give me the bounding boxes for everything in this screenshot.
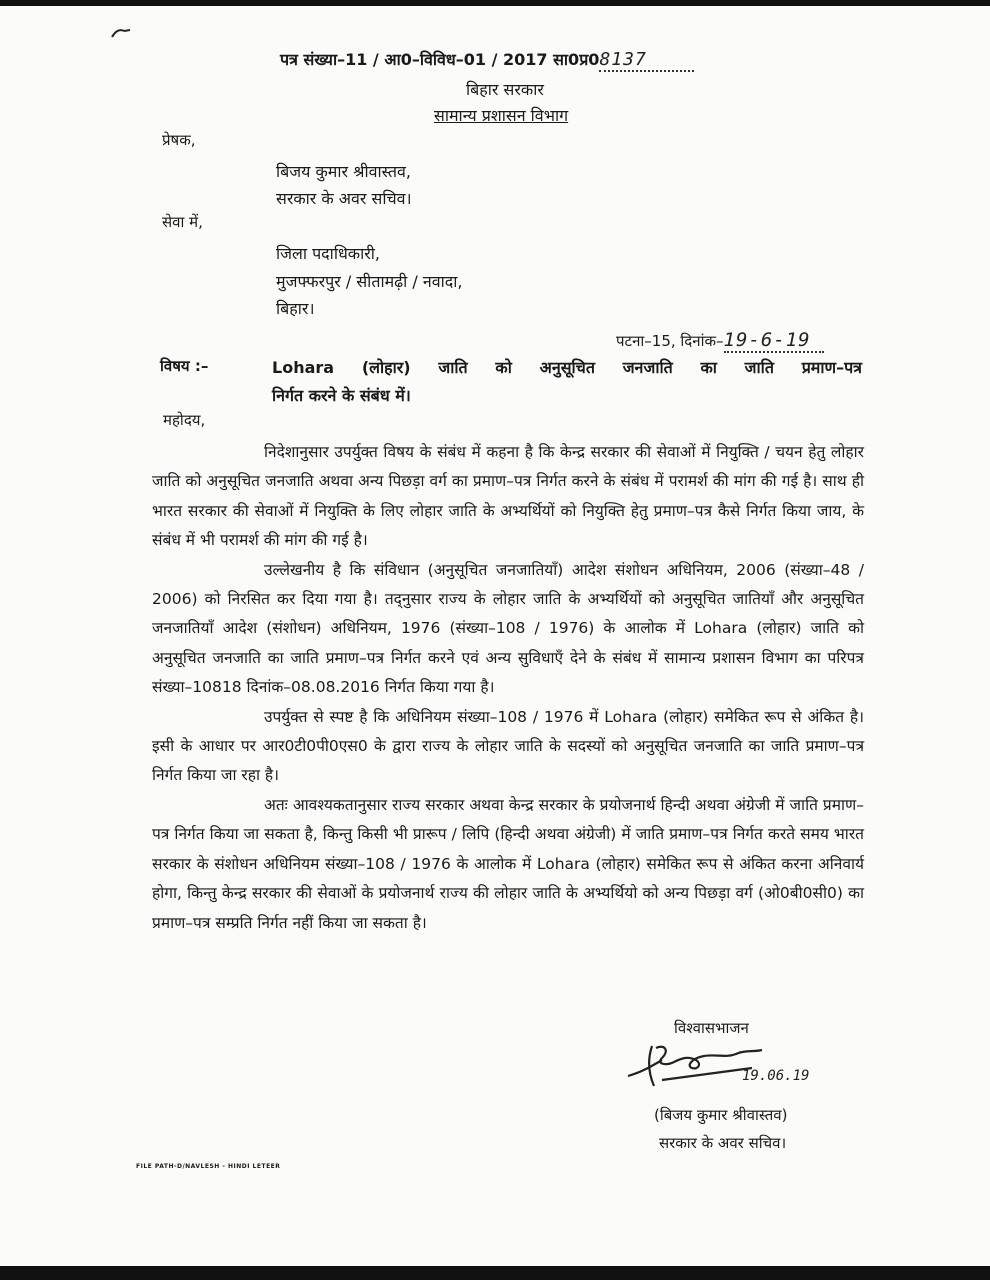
- scan-edge-bottom: [0, 1266, 990, 1280]
- paragraph-4: अतः आवश्यकतानुसार राज्य सरकार अथवा केन्द्र सरकार के प्रयोजनार्थ हिन्दी अथवा अंग्रेजी में जाति प्रमाण–पत्र निर्गत किया जा सकता है, किन्तु किसी भी प्रारूप / लिपि (हिन्दी अथवा अंग्रेजी) में जाति प्रमाण–पत्र निर्गत करते समय भारत सरकार के संशोधन अधिनियम संख्या–108 / 1976 के आलोक में Lohara (लोहार) समेकित रूप से अंकित करना अनिवार्य होगा, किन्तु केन्द्र सरकार की सेवाओं के प्रयोजनार्थ राज्य की लोहार जाति के अभ्यर्थियो को अन्य पिछड़ा वर्ग (ओ0बी0सी0) का प्रमाण–पत्र सम्प्रति निर्गत नहीं किया जा सकता है।: [152, 795, 864, 932]
- sender-label: प्रेषक,: [162, 131, 196, 149]
- letter-date: पटना–15, दिनांक–19-6-19: [616, 329, 824, 353]
- recipient-designation: जिला पदाधिकारी,: [276, 244, 381, 263]
- department-name: सामान्य प्रशासन विभाग: [434, 106, 569, 125]
- letter-body: [152, 438, 864, 938]
- letter-date-handwritten: 19-6-19: [724, 329, 824, 353]
- sender-name: बिजय कुमार श्रीवास्तव,: [276, 162, 411, 181]
- salutation: महोदय,: [163, 411, 206, 429]
- government-name: बिहार सरकार: [466, 80, 544, 99]
- closing: विश्वासभाजन: [674, 1019, 749, 1037]
- reference-number-handwritten: 8137: [599, 49, 694, 72]
- signatory-designation: सरकार के अवर सचिव।: [659, 1134, 787, 1152]
- subject-line-1: Lohara (लोहार) जाति को अनुसूचित जनजाति का जाति प्रमाण–पत्र: [272, 358, 862, 377]
- letter-page: [0, 6, 990, 1266]
- paragraph-1: निदेशानुसार उपर्युक्त विषय के संबंध में कहना है कि केन्द्र सरकार की सेवाओं में नियुक्ति / चयन हेतु लोहार जाति को अनुसूचित जनजाति अथवा अन्य पिछड़ा वर्ग का प्रमाण–पत्र निर्गत करने के संबंध में परामर्श की मांग की गई है। साथ ही भारत सरकार की सेवाओं में नियुक्ति के लिए लोहार जाति के अभ्यर्थियों को नियुक्ति हेतु प्रमाण–पत्र कैसे निर्गत किया जाय, के संबंध में भी परामर्श की मांग की गई है।: [152, 443, 864, 550]
- recipient-label: सेवा में,: [162, 213, 203, 231]
- reference-number: पत्र संख्या–11 / आ0–विविध–01 / 2017 सा0प्र08137: [280, 48, 694, 72]
- signatory-name: (बिजय कुमार श्रीवास्तव): [654, 1106, 788, 1124]
- pen-mark-icon: [110, 26, 132, 40]
- recipient-districts: मुजफ्फरपुर / सीतामढ़ी / नवादा,: [276, 272, 463, 291]
- subject-line-2: निर्गत करने के संबंध में।: [272, 386, 411, 405]
- recipient-state: बिहार।: [276, 299, 315, 318]
- paragraph-3: उपर्युक्त से स्पष्ट है कि अधिनियम संख्या–108 / 1976 में Lohara (लोहार) समेकित रूप से अंकित है। इसी के आधार पर आर0टी0पी0एस0 के द्वारा राज्य के लोहार जाति के सदस्यों को अनुसूचित जनजाति का जाति प्रमाण–पत्र निर्गत किया जा रहा है।: [152, 707, 864, 785]
- paragraph-2: उल्लेखनीय है कि संविधान (अनुसूचित जनजातियाँ) आदेश संशोधन अधिनियम, 2006 (संख्या–48 / 2006) को निरसित कर दिया गया है। तद्नुसार राज्य के लोहार जाति के अभ्यर्थियों को अनुसूचित जातियाँ और अनुसूचित जनजातियाँ आदेश (संशोधन) अधिनियम, 1976 (संख्या–108 / 1976) के आलोक में Lohara (लोहार) जाति को अनुसूचित जनजाति का जाति प्रमाण–पत्र निर्गत करने एवं अन्य सुविधाएँ देने के संबंध में सामान्य प्रशासन विभाग का परिपत्र संख्या–10818 दिनांक–08.08.2016 निर्गत किया गया है।: [152, 560, 864, 697]
- signature-date: 19.06.19: [742, 1068, 810, 1084]
- file-path-footer: FILE PATH-D/NAVLESH - HINDI LETEER: [136, 1163, 281, 1170]
- sender-designation: सरकार के अवर सचिव।: [276, 189, 412, 208]
- subject-label: विषय :–: [160, 357, 209, 375]
